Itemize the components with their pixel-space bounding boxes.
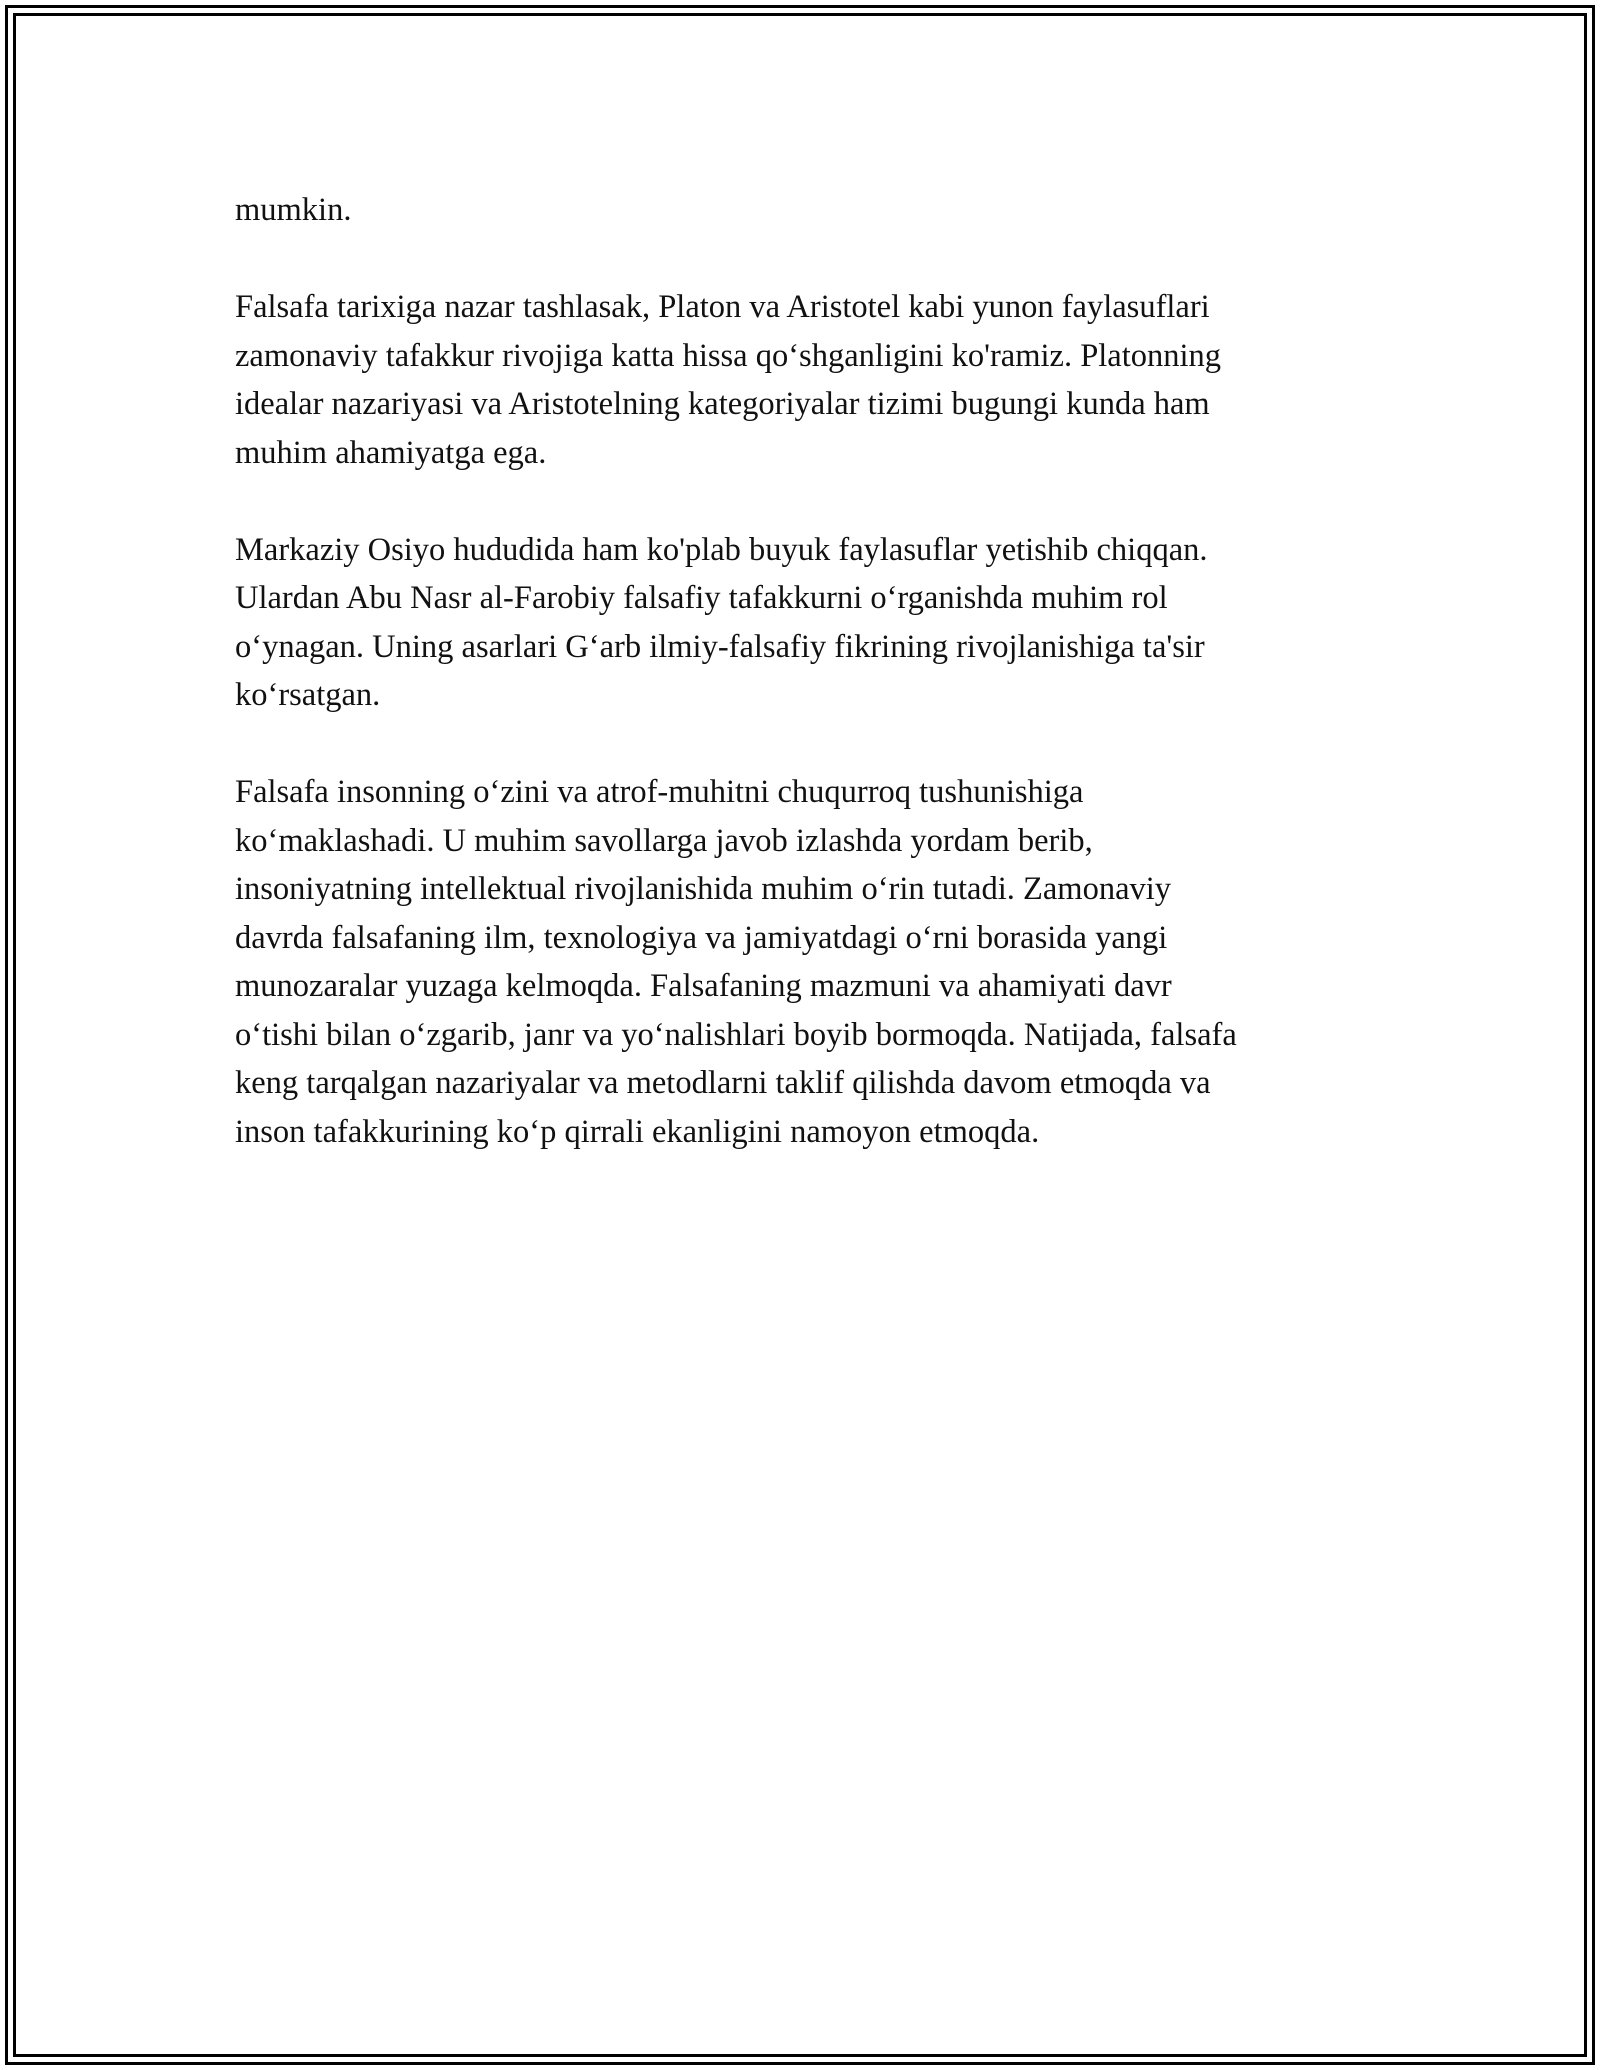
text-line: Falsafa tarixiga nazar tashlasak, Platon va Aristotel kabi yunon faylasuflari [235, 289, 1210, 325]
text-line: o‘ynagan. Uning asarlari G‘arb ilmiy-falsafiy fikrining rivojlanishiga ta'sir [235, 628, 1205, 665]
paragraph-3 [235, 526, 1395, 720]
text-line: Falsafa insonning o‘zini va atrof-muhitni chuqurroq tushunishiga [235, 774, 1084, 810]
text-line: insoniyatning intellektual rivojlanishida muhim o‘rin tutadi. Zamonaviy [235, 871, 1172, 907]
paragraph-1 [235, 186, 1395, 235]
paragraph-2 [235, 283, 1395, 477]
text-line: Markaziy Osiyo hududida ham ko'plab buyuk faylasuflar yetishib chiqqan. [235, 531, 1208, 568]
text-line: keng tarqalgan nazariyalar va metodlarni taklif qilishda davom etmoqda va [235, 1065, 1211, 1101]
text-line: zamonaviy tafakkur rivojiga katta hissa qo‘shganligini ko'ramiz. Platonning [235, 337, 1222, 374]
text-line: inson tafakkurining ko‘p qirrali ekanligini namoyon etmoqda. [235, 1113, 1040, 1150]
paragraph-4 [235, 768, 1395, 1156]
text-line: davrda falsafaning ilm, texnologiya va jamiyatdagi o‘rni borasida yangi [235, 919, 1168, 956]
text-line: ko‘maklashadi. U muhim savollarga javob izlashda yordam berib, [235, 822, 1093, 859]
text-line: Ulardan Abu Nasr al-Farobiy falsafiy tafakkurni o‘rganishda muhim rol [235, 580, 1168, 616]
text-line: muhim ahamiyatga ega. [235, 434, 547, 471]
text-line: munozaralar yuzaga kelmoqda. Falsafaning mazmuni va ahamiyati davr [235, 968, 1172, 1004]
text-line: o‘tishi bilan o‘zgarib, janr va yo‘nalishlari boyib bormoqda. Natijada, falsafa [235, 1016, 1237, 1053]
document-body [235, 186, 1395, 1205]
text-line: ko‘rsatgan. [235, 677, 381, 713]
text-line: idealar nazariyasi va Aristotelning kategoriyalar tizimi bugungi kunda ham [235, 386, 1210, 422]
text-line: mumkin. [235, 192, 352, 228]
